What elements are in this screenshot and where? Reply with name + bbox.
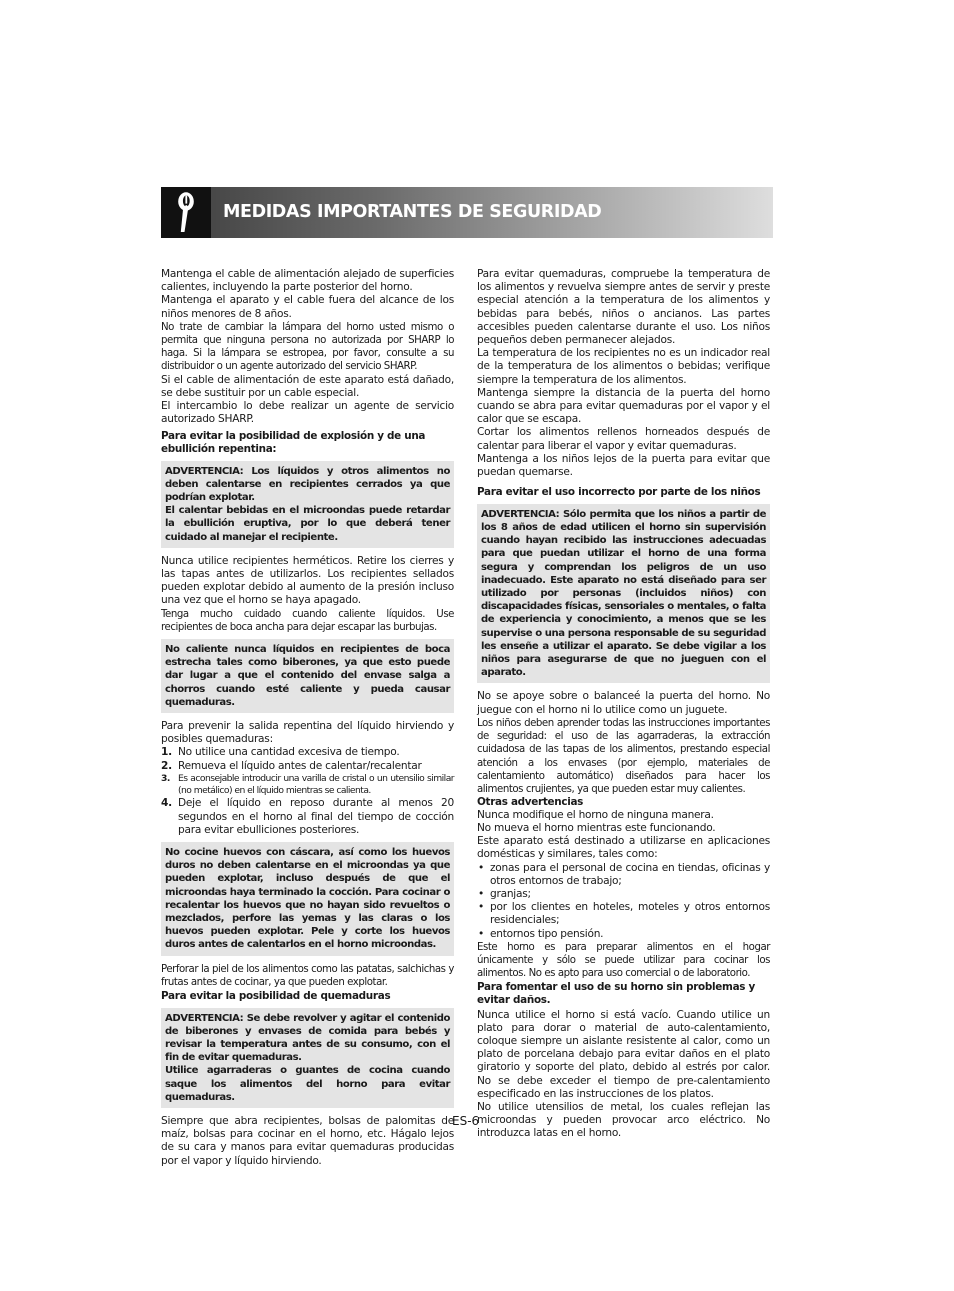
section-heading: Otras advertencias [477, 796, 584, 809]
paragraph: El intercambio lo debe realizar un agente de servicio autorizado SHARP. [161, 400, 454, 426]
warning-box [161, 842, 454, 956]
paragraph: No utilice utensilios de metal, los cuales reflejan las microondas y pueden provocar arco eléctrico. No introduzca latas en el horno. [477, 1100, 770, 1140]
list-item-text: No utilice una cantidad excesiva de tiempo. [178, 746, 400, 759]
list-item-text: zonas para el personal de cocina en tiendas, oficinas y otros entornos de trabajo; [490, 861, 770, 887]
list-item [161, 746, 454, 759]
list-item [477, 928, 770, 941]
numbered-list [161, 746, 454, 836]
paragraph: Nunca utilice el horno si está vacío. Cuando utilice un plato para dorar o material de auto-calentamiento, coloque siempre un aislante resistente al calor, como un plato de porcelana debajo para evitar daños en el plato giratorio y soporte del plato, debido al estrés por calor. No se debe exceder el tiempo de pre-calentamiento especificado en las instrucciones de los platos. [477, 1008, 770, 1100]
bullet-icon: • [478, 927, 484, 940]
bullet-icon: • [478, 861, 484, 874]
list-number: 4. [161, 797, 172, 810]
paragraph: Mantenga el aparato y el cable fuera del alcance de los niños menores de 8 años. [161, 294, 454, 320]
paragraph: No mueva el horno mientras este funcionando. [477, 821, 716, 834]
list-item-text: entornos tipo pensión. [490, 927, 604, 940]
list-item [161, 773, 454, 797]
warning-box [161, 639, 454, 713]
paragraph: Nunca utilice recipientes herméticos. Retire los cierres y las tapas antes de utilizarlos. Los recipientes sellados pueden explotar debido al aumento de la presión incluso una vez que el horno se haya apagado. [161, 554, 454, 607]
right-column [477, 268, 770, 1141]
paragraph: Tenga mucho cuidado cuando caliente líquidos. Use recipientes de boca ancha para dejar escapar las burbujas. [161, 608, 454, 633]
warning-box [161, 1008, 454, 1108]
warning-text: No caliente nunca líquidos en recipientes de boca estrecha tales como biberones, ya que esto puede dar lugar a que el contenido del envase salga a chorros cuando esté caliente y pueda causar quemaduras. [165, 644, 450, 708]
page-title: MEDIDAS IMPORTANTES DE SEGURIDAD [223, 202, 602, 222]
list-number: 2. [161, 759, 172, 772]
section-heading: Para evitar la posibilidad de quemaduras [161, 989, 391, 1002]
warning-text: No cocine huevos con cáscara, así como los huevos duros no deben calentarse en el microondas ya que pueden explotar, incluso después de que el microondas haya terminado la cocción. Para cocinar o recalentar los huevos que no hayan sido revueltos o mezclados, perfore las yemas y las claras o los huevos pueden explotar. Pele y corte los huevos duros antes de calentarlos en el horno microondas. [165, 846, 450, 951]
page-number: ES-6 [452, 1114, 480, 1128]
left-column [161, 268, 454, 1168]
paragraph: Este aparato está destinado a utilizarse en aplicaciones domésticas y similares, tales como: [477, 835, 770, 861]
list-item-text: Deje el líquido en reposo durante al menos 20 segundos en el horno al final del tiempo de cocción para evitar ebulliciones posteriores. [178, 797, 454, 836]
warning-text: ADVERTENCIA: Los líquidos y otros alimentos no deben calentarse en recipientes cerrados ya que podrían explotar. [165, 465, 450, 504]
paragraph: Para evitar quemaduras, compruebe la temperatura de los alimentos y revuelva siempre antes de servir y preste especial atención a la temperatura de los alimentos y bebidas para bebés, niños o ancianos. Las partes accesibles pueden calentarse durante el uso. Los niños pequeños deben permanecer alejados. [477, 268, 770, 347]
list-item [161, 760, 454, 773]
bullet-list [477, 862, 770, 941]
paragraph: Si el cable de alimentación de este aparato está dañado, se debe sustituir por un cable especial. [161, 373, 454, 399]
warning-key-icon [161, 187, 211, 238]
paragraph: Los niños deben aprender todas las instrucciones importantes de seguridad: el uso de las agarraderas, la extracción cuidadosa de las tapas de los alimentos, prestando especial atención a los envases (por ejemplo, materiales de calentamiento automático) diseñados para hacer los alimentos crujientes, ya que pueden estar muy calientes. [477, 717, 770, 795]
warning-text: Utilice agarraderas o guantes de cocina cuando saque los alimentos del horno para evitar quemaduras. [165, 1065, 450, 1103]
paragraph: La temperatura de los recipientes no es un indicador real de la temperatura de los alimentos o bebidas; verifique siempre la temperatura de los alimentos. [477, 347, 770, 386]
section-header [161, 187, 773, 238]
paragraph: Siempre que abra recipientes, bolsas de palomitas de maíz, bolsas para cocinar en el horno, etc. Hágalo lejos de su cara y manos para evitar quemaduras producidas por el vapor y líquido hirviendo. [161, 1114, 454, 1167]
warning-box [161, 461, 454, 548]
section-heading: Para evitar el uso incorrecto por parte de los niños [477, 486, 761, 499]
paragraph: Este horno es para preparar alimentos en el hogar únicamente y sólo se puede utilizar para cocinar los alimentos. No es apto para uso comercial o de laboratorio. [477, 941, 770, 980]
list-item [477, 901, 770, 927]
warning-text: ADVERTENCIA: Se debe revolver y agitar el contenido de biberones y envases de comida para bebés y revisar la temperatura antes de su consumo, con el fin de evitar quemaduras. [165, 1012, 450, 1064]
paragraph: Nunca modifique el horno de ninguna manera. [477, 808, 714, 821]
list-number: 3. [161, 772, 170, 784]
list-number: 1. [161, 746, 172, 759]
section-heading: Para fomentar el uso de su horno sin problemas y evitar daños. [477, 981, 755, 1006]
list-item-text: granjas; [490, 887, 531, 900]
list-item-text: por los clientes en hoteles, moteles y otros entornos residenciales; [490, 901, 770, 927]
list-item [477, 888, 770, 901]
section-heading: Para evitar la posibilidad de explosión y de una ebullición repentina: [161, 430, 426, 456]
bullet-icon: • [478, 887, 484, 900]
warning-text: ADVERTENCIA: Sólo permita que los niños a partir de los 8 años de edad utilicen el horno sin supervisión cuando hayan recibido las instrucciones adecuadas para que puedan utilizar el horno de una forma segura y comprendan los peligros de un uso inadecuado. Este aparato no está diseñado para ser utilizado por personas (incluidos niños) con discapacidades físicas, sensoriales o mentales, o falta de experiencia y conocimiento, a menos que se les supervise o una persona responsable de su seguridad les enseñe a utilizar el aparato. Se debe vigilar a los niños para asegurarse de que no jueguen con el aparato. [481, 508, 766, 679]
list-item-text: Remueva el líquido antes de calentar/recalentar [178, 759, 422, 772]
list-item-text: Es aconsejable introducir una varilla de cristal o un utensilio similar (no metálico) en el líquido mientras se calienta. [178, 772, 454, 797]
paragraph: Mantenga siempre la distancia de la puerta del horno cuando se abra para evitar quemaduras por el vapor y el calor que se escapa. [477, 386, 770, 426]
warning-box [477, 504, 770, 684]
paragraph: Perforar la piel de los alimentos como las patatas, salchichas y frutas antes de cocinar, ya que pueden explotar. [161, 963, 454, 988]
list-item [477, 862, 770, 888]
paragraph: No trate de cambiar la lámpara del horno usted mismo o permita que ninguna persona no autorizada por SHARP lo haga. Si la lámpara se estropea, por favor, consulte a su distribuidor o un agente autorizado del servicio SHARP. [161, 321, 454, 373]
list-item [161, 797, 454, 837]
warning-text: El calentar bebidas en el microondas puede retardar la ebullición eruptiva, por lo que deberá tener cuidado al manejar el recipiente. [165, 505, 450, 543]
paragraph: Mantenga a los niños lejos de la puerta para evitar que puedan quemarse. [477, 452, 770, 479]
paragraph: No se apoye sobre o balanceé la puerta del horno. No juegue con el horno ni lo utilice como un juguete. [477, 690, 770, 716]
paragraph: Para prevenir la salida repentina del líquido hirviendo y posibles quemaduras: [161, 720, 454, 746]
bullet-icon: • [478, 901, 484, 914]
paragraph: Cortar los alimentos rellenos horneados después de calentar para liberar el vapor y evitar quemaduras. [477, 426, 770, 452]
paragraph: Mantenga el cable de alimentación alejado de superficies calientes, incluyendo la parte posterior del horno. [161, 268, 454, 294]
